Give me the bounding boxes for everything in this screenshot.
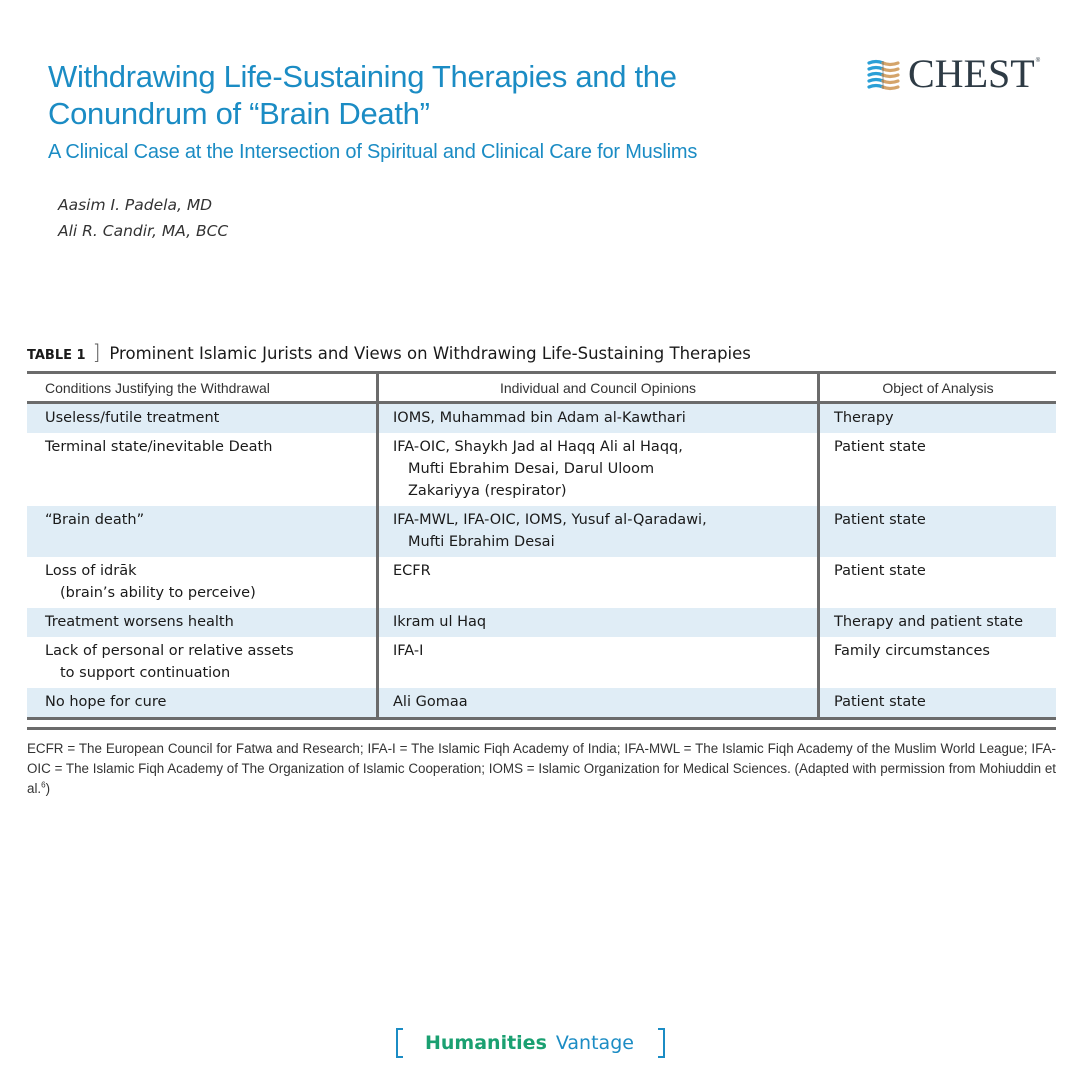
registered-mark: ® — [1035, 58, 1041, 64]
column-header-conditions: Conditions Justifying the Withdrawal — [27, 373, 378, 403]
footnote-close: ) — [45, 781, 51, 796]
article-subtitle: A Clinical Case at the Intersection of Spiritual and Clinical Care for Muslims — [48, 141, 698, 163]
cell-text: to support continuation — [60, 665, 231, 681]
object-cell: Therapy — [819, 403, 1057, 434]
object-cell: Patient state — [834, 439, 926, 455]
table-label: TABLE 1 — [27, 348, 86, 363]
cell-text: IFA-I — [393, 643, 424, 659]
cell-text: IFA-MWL, IFA-OIC, IOMS, Yusuf al-Qaradawi, — [393, 512, 707, 528]
condition-cell — [27, 506, 378, 557]
cell-text: Lack of personal or relative assets — [45, 643, 294, 659]
article-title — [48, 58, 828, 132]
chest-logo-text: CHEST — [908, 51, 1035, 96]
article-title-line-1: Withdrawing Life-Sustaining Therapies and the — [48, 59, 677, 94]
condition-cell — [27, 637, 378, 688]
column-header-opinions: Individual and Council Opinions — [378, 373, 819, 403]
table-caption — [27, 340, 751, 364]
table-header-row — [27, 373, 1056, 403]
condition-cell — [27, 557, 378, 608]
table-row — [27, 403, 1056, 434]
table-row — [27, 608, 1056, 637]
cell-text: Mufti Ebrahim Desai, Darul Uloom — [408, 461, 655, 477]
author-name: Aasim I. Padela, MD — [58, 196, 213, 214]
object-cell: Family circumstances — [834, 643, 990, 659]
column-header-object: Object of Analysis — [819, 373, 1057, 403]
opinions-cell — [378, 557, 819, 608]
object-cell: Patient state — [819, 506, 1057, 557]
cell-text: ECFR — [393, 563, 431, 579]
cell-text: Ikram ul Haq — [393, 614, 487, 630]
condition-cell — [27, 403, 378, 434]
footnote-reference: 6 — [41, 780, 46, 790]
object-cell: Therapy and patient state — [819, 608, 1057, 637]
object-cell: Patient state — [834, 563, 926, 579]
condition-cell — [27, 433, 378, 506]
table-footnote — [27, 739, 1056, 799]
brand-humanities: Humanities — [425, 1032, 547, 1054]
jurists-table — [27, 371, 1056, 720]
brand-vantage: Vantage — [555, 1032, 634, 1054]
right-bracket-icon — [658, 1028, 665, 1058]
table-title: Prominent Islamic Jurists and Views on Withdrawing Life-Sustaining Therapies — [109, 344, 751, 363]
cell-text: Zakariyya (respirator) — [408, 483, 567, 499]
cell-text: IFA-OIC, Shaykh Jad al Haqq Ali al Haqq, — [393, 439, 683, 455]
chest-logo — [866, 51, 1041, 96]
cell-text: Terminal state/inevitable Death — [45, 439, 273, 455]
opinions-cell — [378, 688, 819, 719]
table-row — [27, 433, 1056, 506]
caption-bracket: ] — [92, 340, 101, 364]
table-bottom-rule — [27, 727, 1056, 730]
cell-text: Useless/futile treatment — [45, 410, 220, 426]
cell-text: “Brain death” — [45, 512, 145, 528]
chest-logo-icon — [866, 56, 902, 92]
opinions-cell — [378, 433, 819, 506]
cell-text: (brain’s ability to perceive) — [60, 585, 256, 601]
cell-text: Ali Gomaa — [393, 694, 468, 710]
cell-text: Mufti Ebrahim Desai — [408, 534, 555, 550]
cell-text: IOMS, Muhammad bin Adam al-Kawthari — [393, 410, 686, 426]
opinions-cell — [378, 403, 819, 434]
table-row — [27, 688, 1056, 719]
author-name: Ali R. Candir, MA, BCC — [58, 222, 229, 240]
table-row — [27, 557, 1056, 608]
condition-cell — [27, 688, 378, 719]
opinions-cell — [378, 637, 819, 688]
object-cell: Patient state — [819, 688, 1057, 719]
table-row — [27, 506, 1056, 557]
opinions-cell — [378, 506, 819, 557]
cell-text: Loss of idrāk — [45, 563, 137, 579]
table-row — [27, 637, 1056, 688]
cell-text: Treatment worsens health — [45, 614, 234, 630]
opinions-cell — [378, 608, 819, 637]
cell-text: No hope for cure — [45, 694, 167, 710]
condition-cell — [27, 608, 378, 637]
footnote-text: ECFR = The European Council for Fatwa and Research; IFA-I = The Islamic Fiqh Academy of India; IFA-MWL = The Islamic Fiqh Academy of the Muslim World League; IFA-OIC = The Islamic Fiqh Academy of The Organization of Islamic Cooperation; IOMS = Islamic Organization for Medical Sciences. (Adapted with permission from Mohiuddin et al. — [27, 741, 1056, 796]
author-list — [58, 192, 228, 244]
humanities-vantage-brand — [396, 1026, 665, 1060]
article-title-line-2: Conundrum of “Brain Death” — [48, 96, 430, 131]
left-bracket-icon — [396, 1028, 403, 1058]
